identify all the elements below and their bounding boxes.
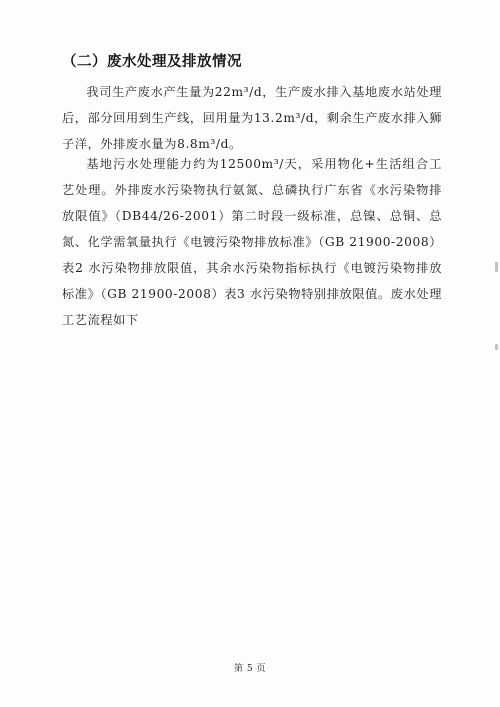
scan-artifact-mark	[495, 344, 498, 350]
page-number: 第 5 页	[234, 664, 266, 674]
paragraph-wastewater-volume: 我司生产废水产生量为22m³/d，生产废水排入基地废水站处理后，部分回用到生产线，回用量为13.2m³/d，剩余生产废水排入狮子洋，外排废水量为8.8m³/d。	[62, 85, 442, 151]
scan-artifact-mark	[495, 262, 498, 272]
paragraph-treatment-standards: 基地污水处理能力约为12500m³/天，采用物化+生活组合工艺处理。外排废水污染物执行氨氮、总磷执行广东省《水污染物排放限值》（DB44/26-2001）第二时段一级标准，总镍、总铜、总氮、化学需氧量执行《电镀污染物排放标准》（GB 21900-2008）表2 水污染物排放限值，其余水污染物指标执行《电镀污染物排放标准》（GB 21900-2008）表3 水污染物特别排放限值。废水处理工艺流程如下	[62, 157, 442, 327]
section-heading: （二）废水处理及排放情况	[62, 54, 242, 70]
